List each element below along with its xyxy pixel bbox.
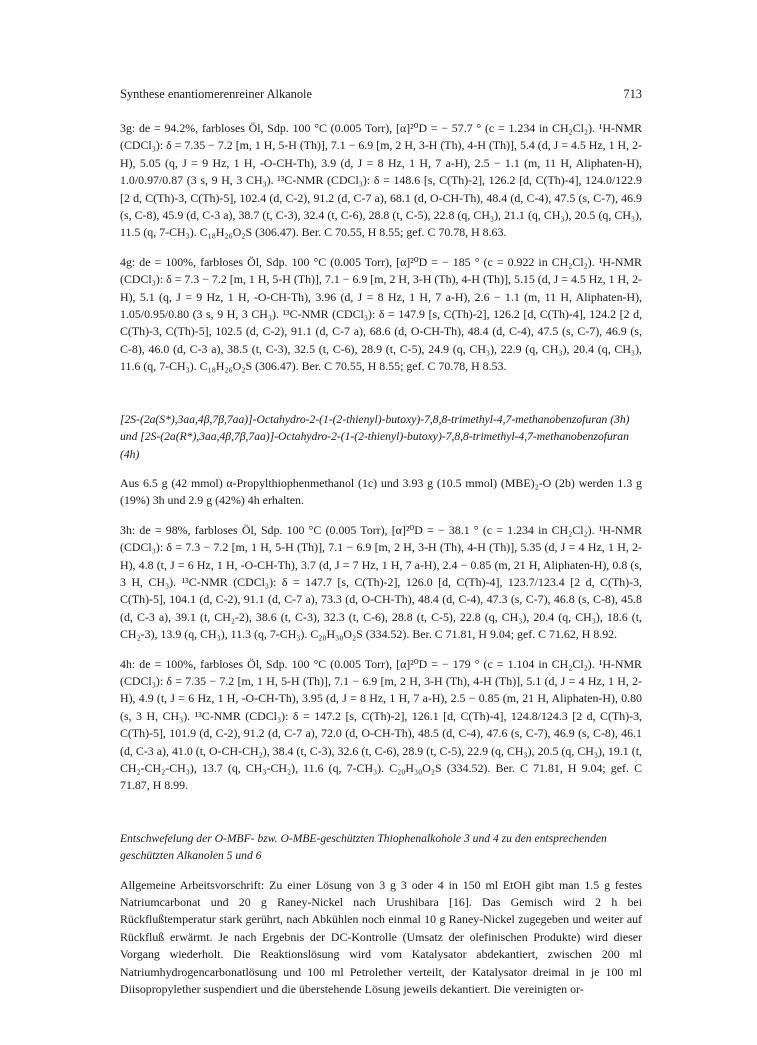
section-heading-entschwefelung: Entschwefelung der O-MBF- bzw. O-MBE-geschützten Thiophenalkohole 3 und 4 zu den entsprechenden geschützten Alkanolen 5 und 6 (120, 831, 607, 863)
page-number: 713 (623, 87, 642, 101)
running-title: Synthese enantiomerenreiner Alkanole (120, 87, 312, 101)
paragraph-intro-h: Aus 6.5 g (42 mmol) α-Propylthiophenmethanol (1c) und 3.93 g (10.5 mmol) (MBE)₂-O (2b) werden 1.3 g (19%) 3h und 2.9 g (42%) 4h erhalten. (120, 475, 642, 508)
section-heading-h: [2S-(2a(S*),3aa,4β,7β,7aa)]-Octahydro-2-(1-(2-thienyl)-butoxy)-7,8,8-trimethyl-4,7-methanobenzofuran (3h) und [2S-(2a(R*),3aa,4β,7β,7aa)]-Octahydro-2-(1-(2-thienyl)-butoxy)-7,8,8-trimethyl-4,7-methanobenzofuran (4h) (120, 412, 630, 461)
paragraph-3g: 3g: de = 94.2%, farbloses Öl, Sdp. 100 °C (0.005 Torr), [α]²⁰D = − 57.7 ° (c = 1.234 in CH₂Cl₂). ¹H-NMR (CDCl₃): δ = 7.35 − 7.2 [m, 1 H, 5-H (Th)], 7.1 − 6.9 [m, 2 H, 3-H (Th), 4-H (Th)], 5.4 (d, J = 4.5 Hz, 1 H, 2-H), 5.05 (q, J = 9 Hz, 1 H, -O-CH-Th), 3.9 (d, J = 8 Hz, 1 H, 7 a-H), 2.5 − 1.1 (m, 11 H, Aliphaten-H), 1.0/0.97/0.87 (3 s, 9 H, 3 CH₃). ¹³C-NMR (CDCl₃): δ = 148.6 [s, C(Th)-2], 126.2 [d, C(Th)-4], 124.0/122.9 [2 d, C(Th)-3, C(Th)-5], 102.4 (d, C-2), 91.2 (d, C-7 a), 68.1 (d, O-CH-Th), 48.4 (d, C-4), 47.5 (s, C-7), 46.9 (s, C-8), 45.9 (d, C-3 a), 38.7 (t, C-3), 32.4 (t, C-6), 28.8 (t, C-5), 22.8 (q, CH₃), 21.1 (q, CH₃), 20.5 (q, CH₃), 11.5 (q, 7-CH₃). C₁₈H₂₆O₂S (306.47). Ber. C 70.55, H 8.55; gef. C 70.78, H 8.63. (120, 121, 642, 240)
paragraph-4h: 4h: de = 100%, farbloses Öl, Sdp. 100 °C (0.005 Torr), [α]²⁰D = − 179 ° (c = 1.104 in CH₂Cl₂). ¹H-NMR (CDCl₃): δ = 7.35 − 7.2 [m, 1 H, 5-H (Th)], 7.1 − 6.9 [m, 2 H, 3-H (Th), 4-H (Th)], 5.1 (d, J = 4 Hz, 1 H, 2-H), 4.9 (t, J = 6 Hz, 1 H, -O-CH-Th), 3.95 (d, J = 8 Hz, 1 H, 7 a-H), 2.5 − 0.85 (m, 21 H, Aliphaten-H), 0.80 (s, 3 H, CH₃). ¹³C-NMR (CDCl₃): δ = 147.2 [s, C(Th)-2], 126.1 [d, C(Th)-4], 124.8/124.3 [2 d, C(Th)-3, C(Th)-5], 101.9 (d, C-2), 91.2 (d, C-7 a), 72.0 (d, O-CH-Th), 48.5 (d, C-4), 47.6 (s, C-7), 46.9 (s, C-8), 46.1 (d, C-3 a), 41.0 (t, O-CH-CH₂), 38.4 (t, C-3), 32.6 (t, C-6), 28.9 (t, C-5), 22.9 (q, CH₃), 20.5 (q, CH₃), 19.1 (t, CH₂-CH₂-CH₃), 13.7 (q, CH₃-CH₂), 11.6 (q, 7-CH₃). C₂₀H₃₀O₂S (334.52). Ber. C 71.81, H 9.04; gef. C 71.87, H 8.99. (120, 656, 642, 793)
section-spacer (120, 795, 642, 830)
journal-page (120, 86, 642, 998)
paragraph-3h: 3h: de = 98%, farbloses Öl, Sdp. 100 °C (0.005 Torr), [α]²⁰D = − 38.1 ° (c = 1.234 in CH₂Cl₂). ¹H-NMR (CDCl₃): δ = 7.3 − 7.2 [m, 1 H, 5-H (Th)], 7.1 − 6.9 [m, 2 H, 3-H (Th), 4-H (Th)], 5.35 (d, J = 4 Hz, 1 H, 2-H), 4.8 (t, J = 6 Hz, 1 H, -O-CH-Th), 3.7 (d, J = 7 Hz, 1 H, 7 a-H), 2.4 − 0.85 (m, 21 H, Aliphaten-H), 0.8 (s, 3 H, CH₃). ¹³C-NMR (CDCl₃): δ = 147.7 [s, C(Th)-2], 126.0 [d, C(Th)-4], 123.7/123.4 [2 d, C(Th)-3, C(Th)-5], 104.1 (d, C-2), 91.1 (d, C-7 a), 73.3 (d, O-CH-Th), 48.4 (d, C-4), 47.3 (s, C-7), 46.8 (s, C-8), 45.8 (d, C-3 a), 39.1 (t, CH₂-2), 38.6 (t, C-3), 32.3 (t, C-6), 28.8 (t, C-5), 22.8 (q, CH₃), 20.4 (q, CH₃), 18.6 (t, CH₂-3), 13.9 (q, CH₃), 11.3 (q, 7-CH₃). C₂₀H₃₀O₂S (334.52). Ber. C 71.81, H 9.04; gef. C 71.62, H 8.92. (120, 522, 642, 642)
running-head (120, 86, 642, 102)
paragraph-4g: 4g: de = 100%, farbloses Öl, Sdp. 100 °C (0.005 Torr), [α]²⁰D = − 185 ° (c = 0.922 in CH₂Cl₂). ¹H-NMR (CDCl₃): δ = 7.3 − 7.2 [m, 1 H, 5-H (Th)], 7.1 − 6.9 [m, 2 H, 3-H (Th), 4-H (Th)], 5.15 (d, J = 4.5 Hz, 1 H, 2-H), 5.1 (q, J = 9 Hz, 1 H, -O-CH-Th), 3.96 (d, J = 8 Hz, 1 H, 7 a-H), 2.6 − 1.1 (m, 11 H, Aliphaten-H), 1.05/0.95/0.80 (3 s, 9 H, 3 CH₃). ¹³C-NMR (CDCl₃): δ = 147.9 [s, C(Th)-2], 126.2 [d, C(Th)-4], 124.2 [2 d, C(Th)-3, C(Th)-5], 102.5 (d, C-2), 91.1 (d, C-7 a), 68.6 (d, O-CH-Th), 48.4 (d, C-4), 47.5 (s, C-7), 46.9 (s, C-8), 46.0 (d, C-3 a), 38.5 (t, C-3), 32.5 (t, C-6), 28.9 (t, C-5), 24.9 (q, CH₃), 22.9 (q, CH₃), 20.4 (q, CH₃), 11.6 (q, 7-CH₃). C₁₈H₂₆O₂S (306.47). Ber. C 70.55, H 8.55; gef. C 70.78, H 8.53. (120, 254, 642, 374)
heading-spacer (120, 463, 642, 475)
heading-spacer (120, 865, 642, 877)
section-spacer (120, 376, 642, 411)
paragraph-procedure: Allgemeine Arbeitsvorschrift: Zu einer Lösung von 3 g 3 oder 4 in 150 ml EtOH gibt man 1.5 g festes Natriumcarbonat und 20 g Raney-Nickel nach Urushibara [16]. Das Gemisch wird 2 h bei Rückflußtemperatur stark gerührt, nach Abkühlen noch einmal 10 g Raney-Nickel zugegeben und weiter auf Rückfluß erwärmt. Je nach Ergebnis der DC-Kontrolle (Umsatz der olefinischen Produkte) wird dieser Vorgang wiederholt. Die Reaktionslösung wird vom Katalysator abdekantiert, zwischen 200 ml Natriumhydrogencarbonatlösung und 100 ml Petrolether verteilt, der Katalysator dreimal in je 100 ml Diisopropylether suspendiert und die überstehende Lösung jeweils dekantiert. Die vereinigten or- (120, 877, 642, 997)
